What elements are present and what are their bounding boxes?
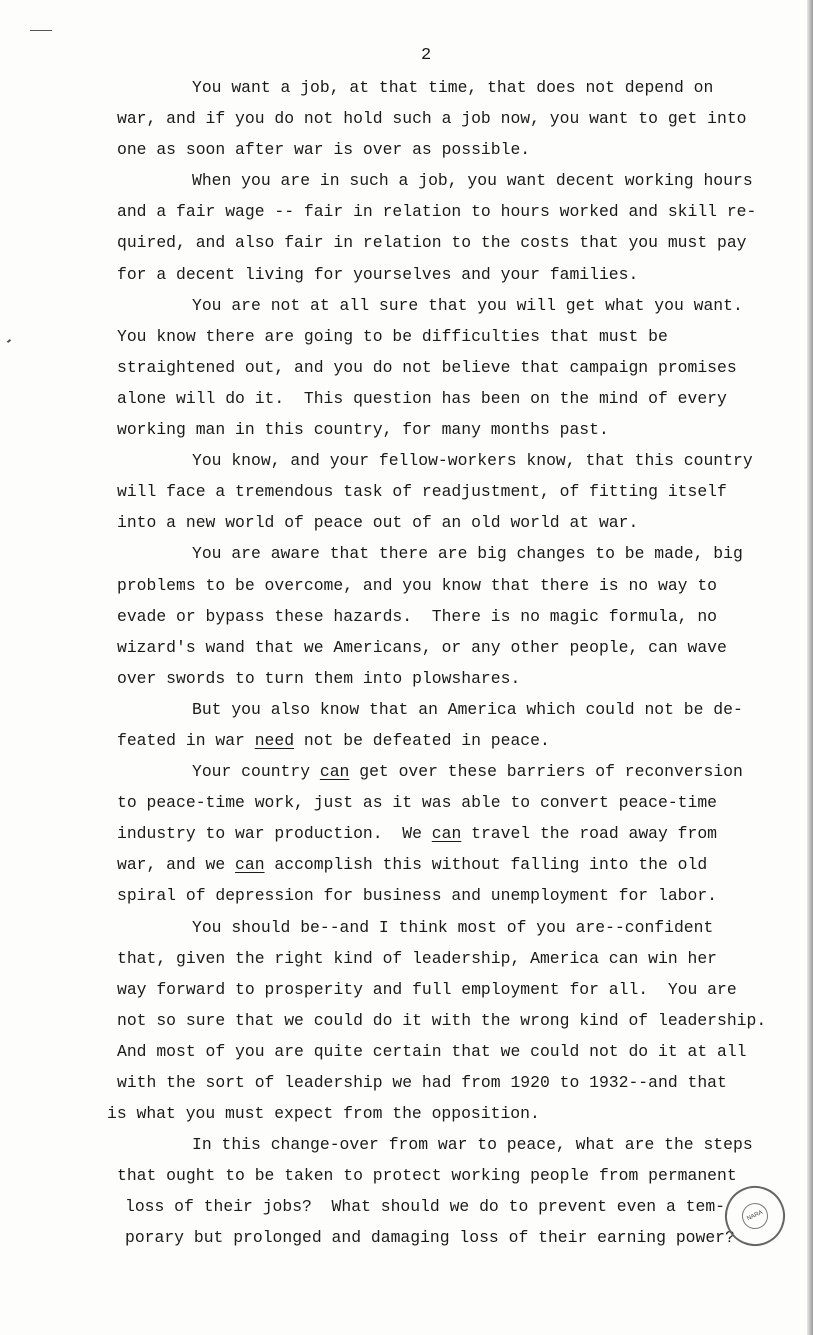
text-line: straightened out, and you do not believe that campaign promises [117, 357, 737, 377]
text-line: wizard's wand that we Americans, or any other people, can wave [117, 637, 727, 657]
text-line: for a decent living for yourselves and your families. [117, 264, 639, 284]
text-line: Your country can get over these barriers of reconversion [192, 762, 743, 782]
text-line: that ought to be taken to protect working people from permanent [117, 1166, 737, 1186]
underlined-word: can [431, 824, 462, 844]
text-line: You are aware that there are big changes to be made, big [192, 544, 743, 564]
document-body [107, 72, 777, 1254]
text-line: one as soon after war is over as possible. [117, 140, 531, 160]
text-line: You want a job, at that time, that does not depend on [192, 78, 714, 97]
text-line: that, given the right kind of leadership, America can win her [117, 948, 717, 968]
page-number: 2 [421, 46, 432, 65]
text-line: You should be--and I think most of you are--confident [192, 917, 714, 937]
text-line: working man in this country, for many months past. [117, 420, 609, 440]
text-line: porary but prolonged and damaging loss of their earning power? [125, 1228, 735, 1248]
text-line: You know, and your fellow-workers know, that this country [192, 451, 753, 471]
text-line: with the sort of leadership we had from 1920 to 1932--and that [117, 1073, 727, 1092]
underlined-word: can [235, 855, 265, 875]
text-line: spiral of depression for business and unemployment for labor. [117, 886, 717, 906]
text-line: But you also know that an America which could not be de- [192, 699, 743, 719]
text-line: alone will do it. This question has been on the mind of every [117, 388, 727, 408]
text-line: evade or bypass these hazards. There is no magic formula, no [117, 606, 717, 626]
text-line: war, and we can accomplish this without falling into the old [117, 855, 708, 875]
text-line: and a fair wage -- fair in relation to hours worked and skill re- [117, 202, 757, 222]
text-line: industry to war production. We can travel the road away from [117, 824, 718, 844]
text-line: into a new world of peace out of an old world at war. [117, 513, 639, 533]
text-line: And most of you are quite certain that we could not do it at all [117, 1041, 747, 1061]
text-line: not so sure that we could do it with the wrong kind of leadership. [117, 1010, 767, 1030]
scan-mark [7, 339, 11, 343]
text-line: feated in war need not be defeated in peace. [117, 730, 550, 750]
text-line: is what you must expect from the opposition. [107, 1104, 540, 1124]
underlined-word: need [254, 730, 295, 750]
text-line: to peace-time work, just as it was able to convert peace-time [117, 793, 717, 813]
scan-mark [30, 30, 52, 31]
text-line: problems to be overcome, and you know that there is no way to [117, 575, 717, 595]
text-line: You know there are going to be difficulties that must be [117, 326, 668, 346]
stamp-center-text: NARA [738, 1199, 773, 1234]
text-line: will face a tremendous task of readjustment, of fitting itself [117, 482, 727, 502]
text-line: When you are in such a job, you want decent working hours [192, 171, 753, 191]
text-line: loss of their jobs? What should we do to prevent even a tem- [125, 1197, 725, 1217]
text-line: In this change-over from war to peace, what are the steps [192, 1135, 753, 1155]
text-line: over swords to turn them into plowshares. [117, 668, 521, 688]
text-line: war, and if you do not hold such a job now, you want to get into [117, 109, 747, 129]
page-edge-shadow [807, 0, 813, 1335]
text-line: way forward to prosperity and full employment for all. You are [117, 979, 737, 999]
text-line: You are not at all sure that you will get what you want. [192, 295, 743, 315]
underlined-word: can [319, 762, 350, 782]
text-line: quired, and also fair in relation to the costs that you must pay [117, 233, 747, 253]
